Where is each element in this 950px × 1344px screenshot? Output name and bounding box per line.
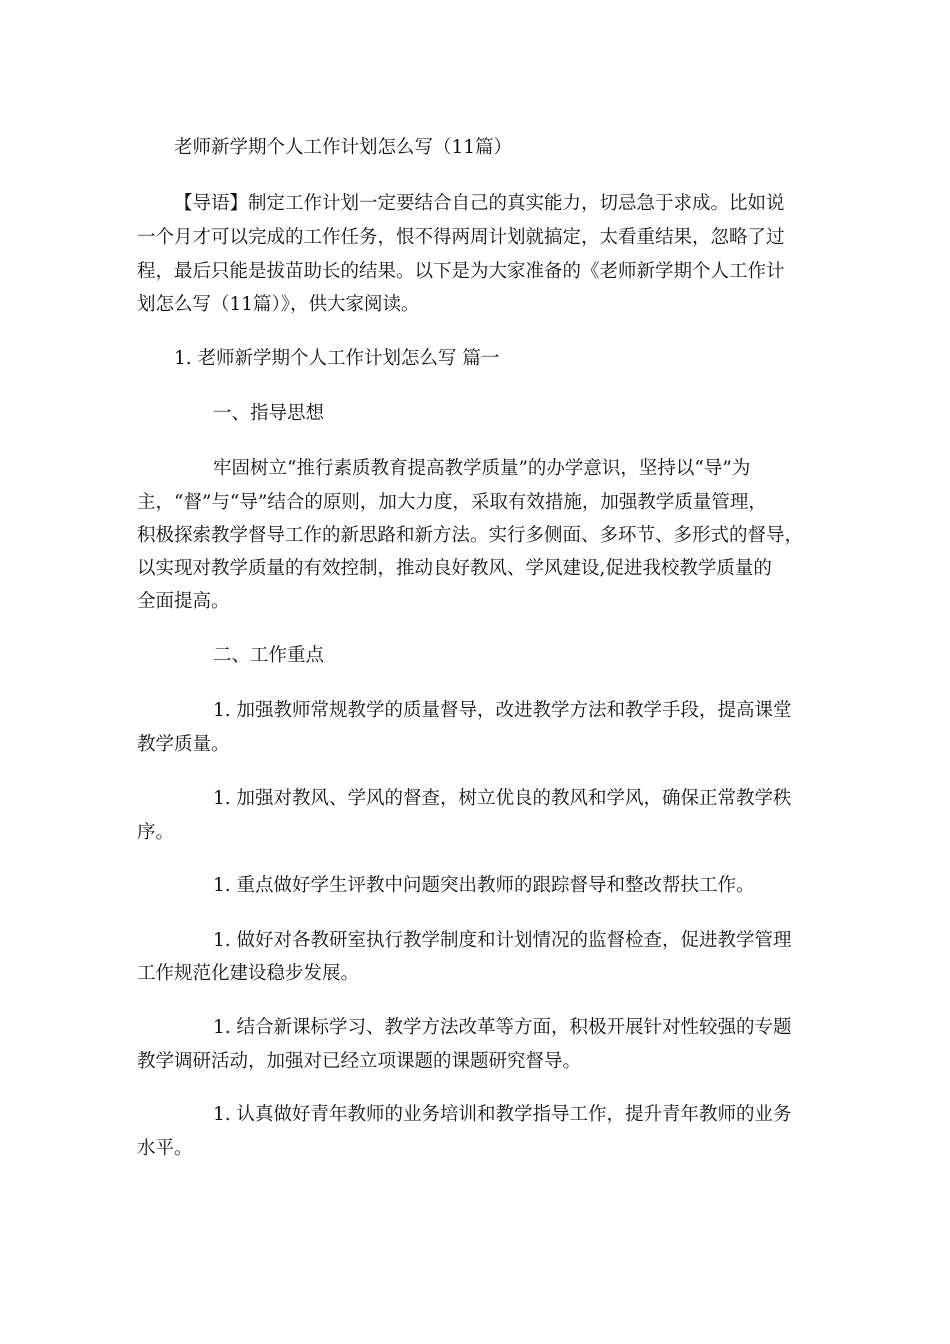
list-item-continuation: 序。 <box>137 822 175 843</box>
body-line: 主，“督”与“导”结合的原则，加大力度，采取有效措施，加强教学质量管理， <box>137 492 767 513</box>
list-item-continuation: 水平。 <box>137 1138 193 1159</box>
list-item: 1. 认真做好青年教师的业务培训和教学指导工作，提升青年教师的业务 <box>213 1104 792 1125</box>
intro-line: 一个月才可以完成的工作任务，恨不得两周计划就搞定，太看重结果，忽略了过 <box>137 227 785 248</box>
body-line: 积极探索教学督导工作的新思路和新方法。实行多侧面、多环节、多形式的督导， <box>137 525 804 546</box>
intro-line: 【导语】制定工作计划一定要结合自己的真实能力，切忌急于求成。比如说 <box>174 193 785 214</box>
body-line: 牢固树立“推行素质教育提高教学质量”的办学意识，坚持以“导”为 <box>213 458 751 479</box>
article-heading: 1. 老师新学期个人工作计划怎么写 篇一 <box>174 348 500 369</box>
document-title: 老师新学期个人工作计划怎么写（11篇） <box>174 137 513 158</box>
list-item: 1. 做好对各教研室执行教学制度和计划情况的监督检查，促进教学管理 <box>213 930 792 951</box>
section-heading: 一、指导思想 <box>213 403 325 424</box>
intro-line: 划怎么写（11篇）》，供大家阅读。 <box>137 294 420 315</box>
list-item: 1. 结合新课标学习、教学方法改革等方面，积极开展针对性较强的专题 <box>213 1017 792 1038</box>
list-item: 1. 重点做好学生评教中问题突出教师的跟踪督导和整改帮扶工作。 <box>213 875 755 896</box>
intro-line: 程，最后只能是拔苗助长的结果。以下是为大家准备的《老师新学期个人工作计 <box>137 261 785 282</box>
section-heading: 二、工作重点 <box>213 645 325 666</box>
list-item: 1. 加强对教风、学风的督查，树立优良的教风和学风，确保正常教学秩 <box>213 788 792 809</box>
list-item: 1. 加强教师常规教学的质量督导，改进教学方法和教学手段，提高课堂 <box>213 700 792 721</box>
list-item-continuation: 教学质量。 <box>137 734 230 755</box>
body-line: 全面提高。 <box>137 591 230 612</box>
list-item-continuation: 教学调研活动，加强对已经立项课题的课题研究督导。 <box>137 1051 582 1072</box>
body-line: 以实现对教学质量的有效控制，推动良好教风、学风建设,促进我校教学质量的 <box>137 558 772 579</box>
list-item-continuation: 工作规范化建设稳步发展。 <box>137 963 360 984</box>
